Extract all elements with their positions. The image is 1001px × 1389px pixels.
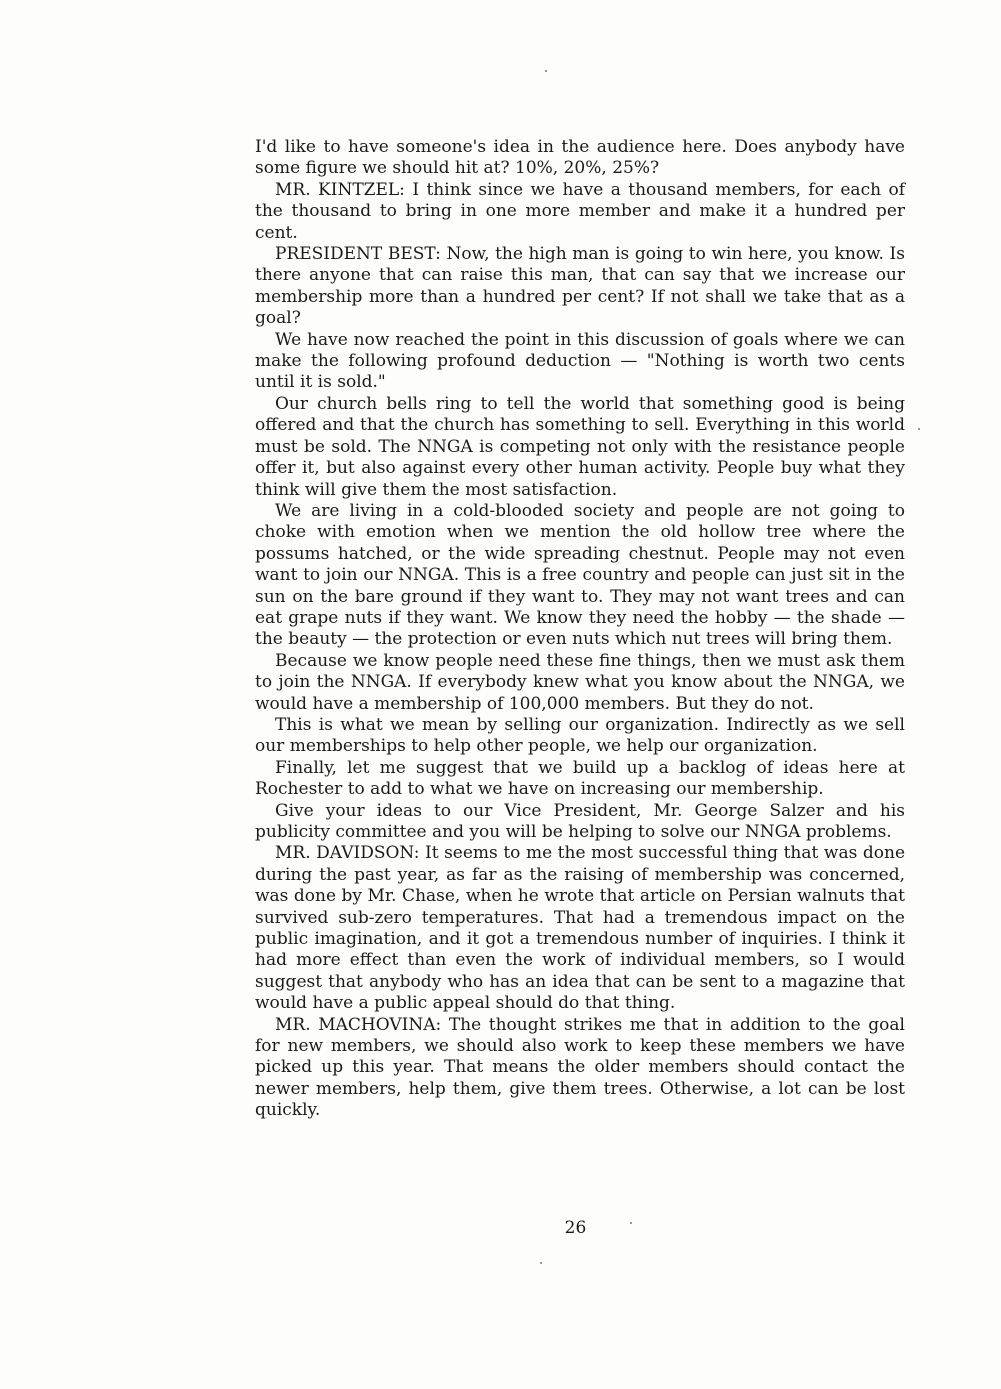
paragraph: PRESIDENT BEST: Now, the high man is going to win here, you know. Is there anyone that can raise this man, that can say that we increase our membership more than a hundred per cent? If not shall we take that as a goal? bbox=[255, 244, 905, 329]
paragraph: Give your ideas to our Vice President, Mr. George Salzer and his publicity committee and you will be helping to solve our NNGA problems. bbox=[255, 800, 905, 842]
page-number: 26 bbox=[564, 1218, 587, 1238]
paragraph: MR. KINTZEL: I think since we have a thousand members, for each of the thousand to bring in one more member and make it a hundred per cent. bbox=[255, 179, 905, 243]
paragraph: Finally, let me suggest that we build up a backlog of ideas here at Rochester to add to what we have on increasing our membership. bbox=[255, 757, 905, 800]
paragraph: Because we know people need these fine things, then we must ask them to join the NNGA. If everybody knew what you know about the NNGA, we would have a membership of 100,000 members. But they do not. bbox=[255, 650, 905, 714]
scan-speck bbox=[540, 1262, 542, 1264]
scan-speck bbox=[918, 428, 920, 430]
scan-speck bbox=[630, 1222, 632, 1224]
paragraph: MR. DAVIDSON: It seems to me the most successful thing that was done during the past year, as far as the raising of membership was concerned, was done by Mr. Chase, when he wrote that article on Persian walnuts that survived sub-zero temperatures. That had a tremendous impact on the public imagination, and it got a tremendous number of inquiries. I think it had more effect than even the work of individual members, so I would suggest that anybody who has an idea that can be sent to a magazine that would have a public appeal should do that thing. bbox=[255, 843, 905, 1014]
paragraph: This is what we mean by selling our organization. Indirectly as we sell our memberships to help other people, we help our organization. bbox=[255, 714, 905, 757]
scan-speck bbox=[545, 70, 547, 72]
body-text bbox=[255, 137, 905, 1122]
paragraph: I'd like to have someone's idea in the audience here. Does anybody have some figure we should hit at? 10%, 20%, 25%? bbox=[255, 137, 905, 179]
paragraph: We are living in a cold-blooded society and people are not going to choke with emotion when we mention the old hollow tree where the possums hatched, or the wide spreading chestnut. People may not even want to join our NNGA. This is a free country and people can just sit in the sun on the bare ground if they want to. They may not want trees and can eat grape nuts if they want. We know they need the hobby — the shade — the beauty — the protection or even nuts which nut trees will bring them. bbox=[255, 500, 905, 650]
paragraph: Our church bells ring to tell the world that something good is being offered and that the church has something to sell. Everything in this world must be sold. The NNGA is competing not only with the resistance people offer it, but also against every other human activity. People buy what they think will give them the most satisfaction. bbox=[255, 393, 905, 500]
paragraph: We have now reached the point in this discussion of goals where we can make the following profound deduction — "Nothing is worth two cents until it is sold." bbox=[255, 329, 905, 393]
paragraph: MR. MACHOVINA: The thought strikes me that in addition to the goal for new members, we should also work to keep these members we have picked up this year. That means the older members should contact the newer members, help them, give them trees. Otherwise, a lot can be lost quickly. bbox=[255, 1014, 905, 1121]
